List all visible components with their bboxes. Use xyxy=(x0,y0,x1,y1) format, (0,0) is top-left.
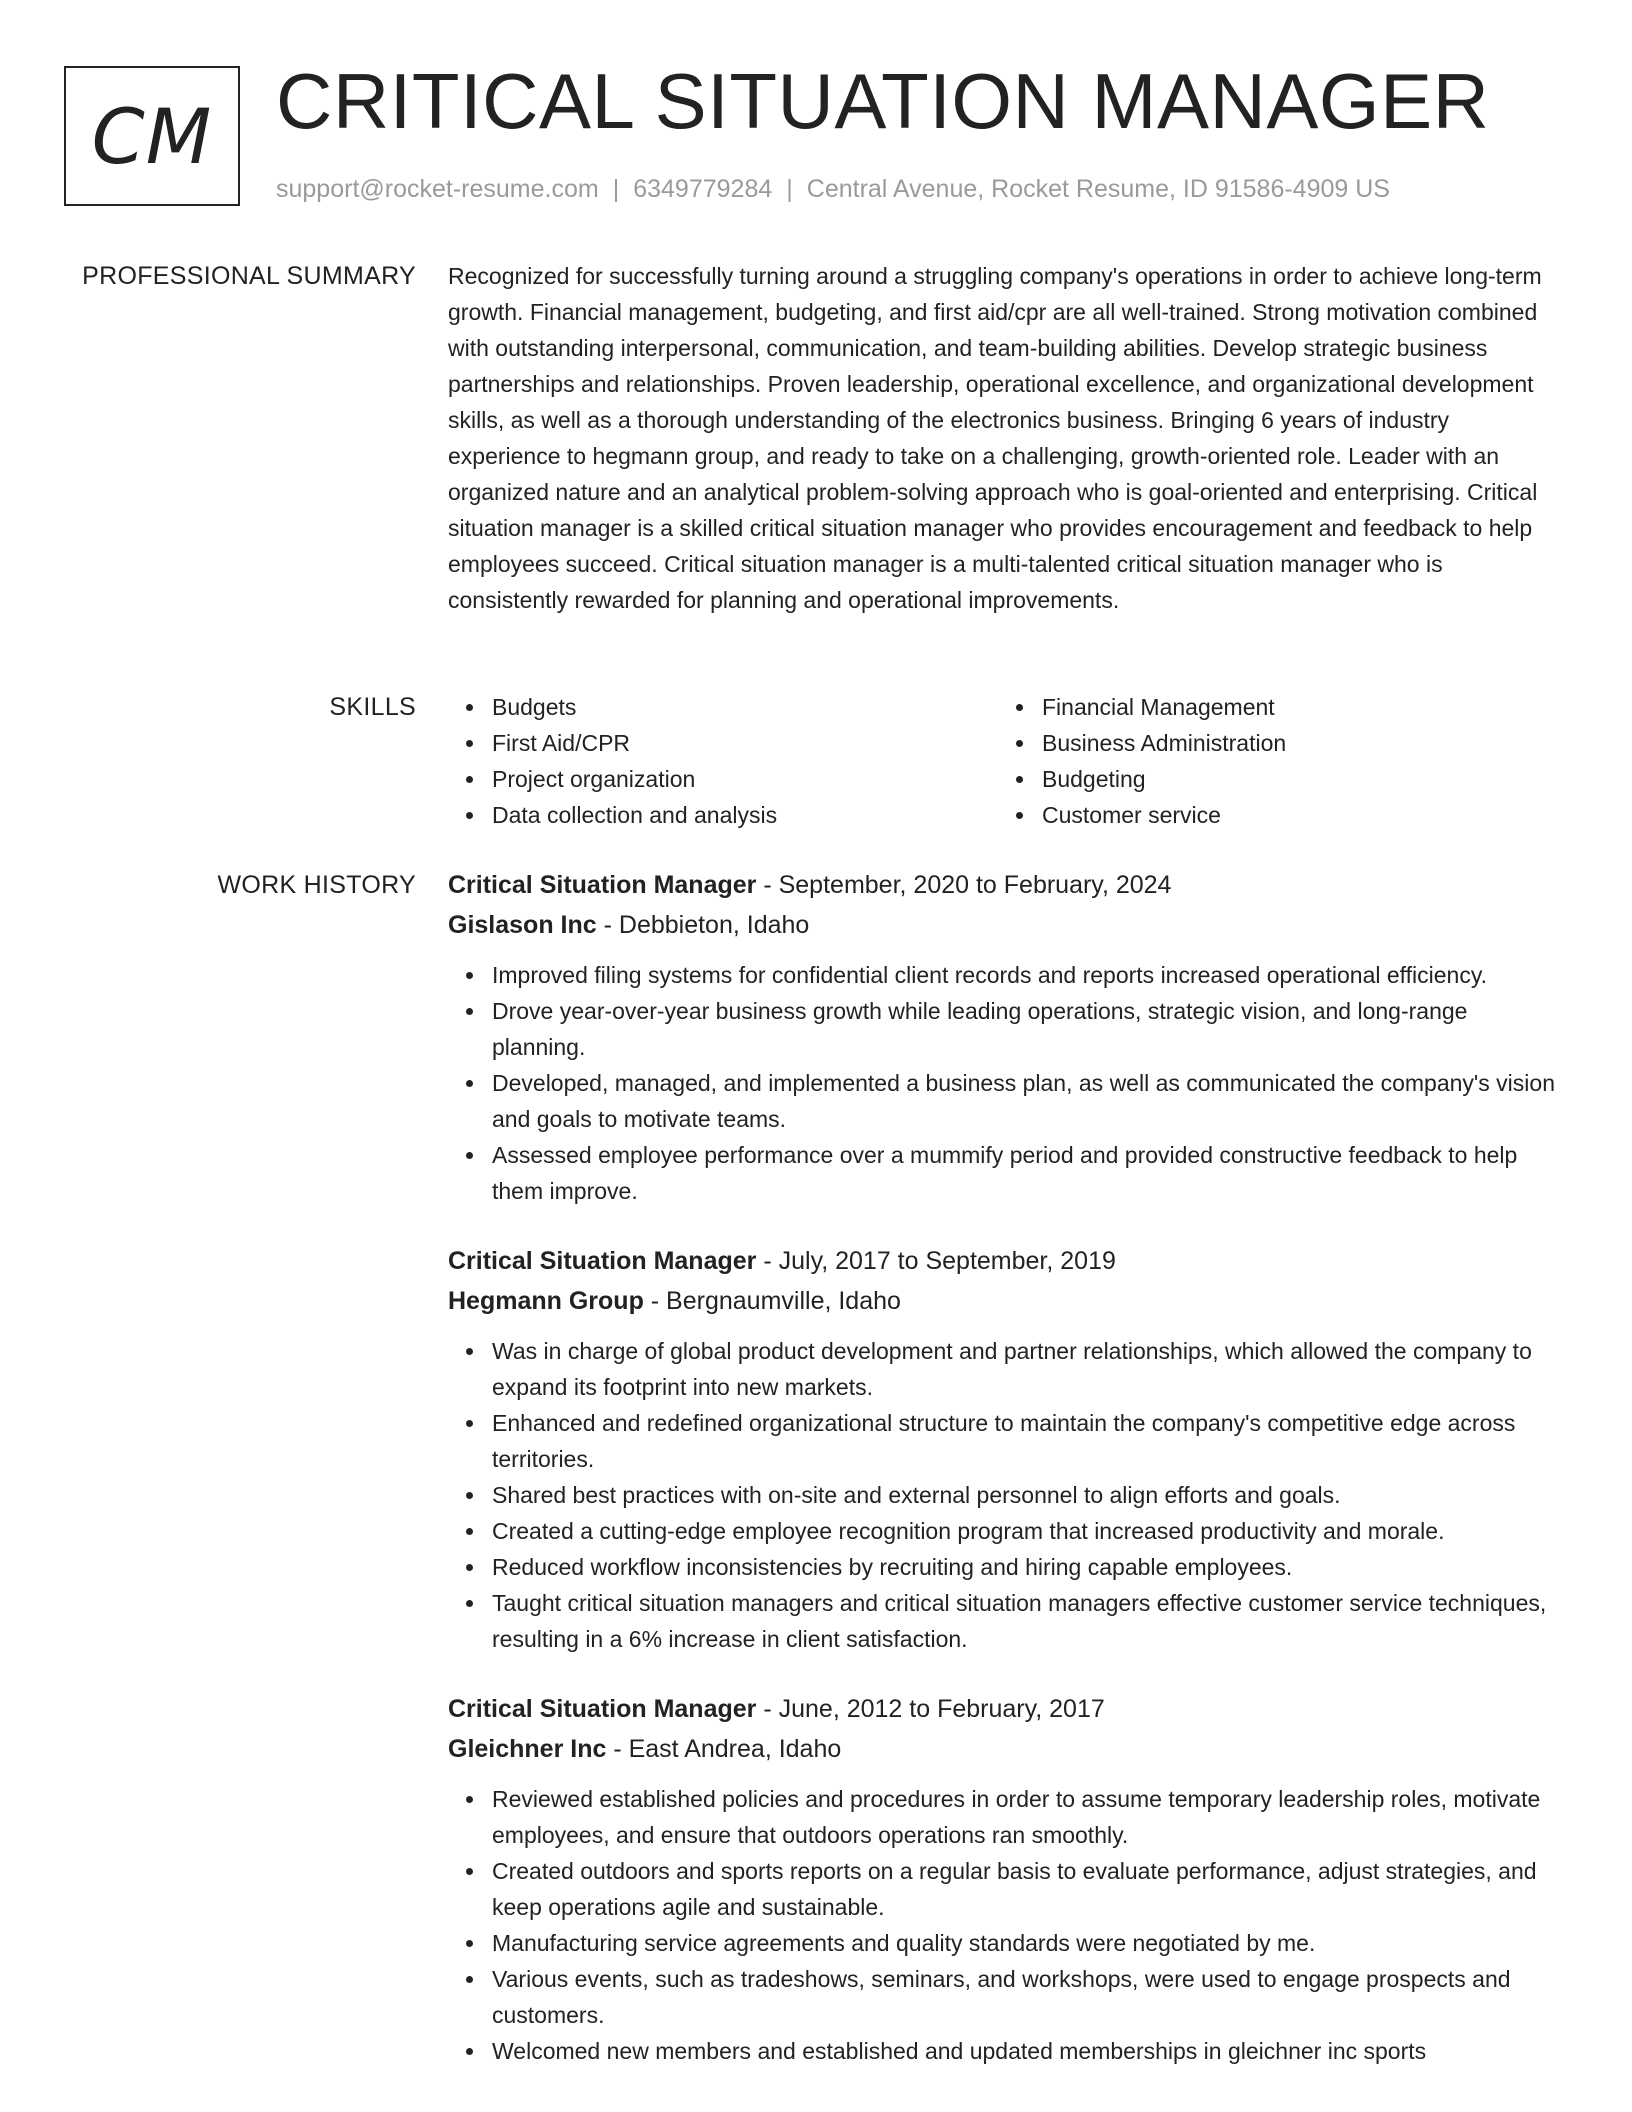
job-title-line xyxy=(448,865,1564,905)
section-title-skills: SKILLS xyxy=(329,693,416,721)
job-bullet-item: Shared best practices with on-site and external personnel to align efforts and goals. xyxy=(492,1477,1564,1513)
contact-address: Central Avenue, Rocket Resume, ID 91586-4909 US xyxy=(806,175,1390,203)
contact-email: support@rocket-resume.com xyxy=(276,175,599,203)
skill-item: Financial Management xyxy=(1042,689,1548,725)
candidate-name: CRITICAL SITUATION MANAGER xyxy=(276,57,1490,145)
skills-content xyxy=(448,689,1564,833)
job-company: Gleichner Inc xyxy=(448,1735,607,1763)
job-bullet-item: Enhanced and redefined organizational structure to maintain the company's competitive edge across territories. xyxy=(492,1405,1564,1477)
skill-item: Project organization xyxy=(492,761,998,797)
job-bullet-item: Reduced workflow inconsistencies by recruiting and hiring capable employees. xyxy=(492,1549,1564,1585)
job-bullets xyxy=(448,957,1564,1209)
job-bullet-item: Manufacturing service agreements and quality standards were negotiated by me. xyxy=(492,1925,1564,1961)
job-bullet-item: Welcomed new members and established and updated memberships in gleichner inc sports xyxy=(492,2033,1564,2069)
job-title-line xyxy=(448,1241,1564,1281)
job-company: Hegmann Group xyxy=(448,1287,644,1315)
summary-content xyxy=(448,258,1564,618)
job-title-line xyxy=(448,1689,1564,1729)
skills-list-right xyxy=(998,689,1548,833)
job-bullet-item: Created outdoors and sports reports on a regular basis to evaluate performance, adjust strategies, and keep operations agile and sustainable. xyxy=(492,1853,1564,1925)
skills-grid xyxy=(448,689,1564,833)
job-location: - Debbieton, Idaho xyxy=(596,911,810,939)
job-location: - Bergnaumville, Idaho xyxy=(643,1287,901,1315)
job-entry xyxy=(448,1689,1564,2069)
skill-item: Customer service xyxy=(1042,797,1548,833)
skill-item: First Aid/CPR xyxy=(492,725,998,761)
job-bullet-item: Was in charge of global product development and partner relationships, which allowed the company to expand its footprint into new markets. xyxy=(492,1333,1564,1405)
job-dates: - July, 2017 to September, 2019 xyxy=(756,1247,1116,1275)
job-bullet-item: Reviewed established policies and procedures in order to assume temporary leadership roles, motivate employees, and ensure that outdoors operations ran smoothly. xyxy=(492,1781,1564,1853)
job-bullet-item: Created a cutting-edge employee recognition program that increased productivity and morale. xyxy=(492,1513,1564,1549)
skill-item: Budgeting xyxy=(1042,761,1548,797)
skills-list-left xyxy=(448,689,998,833)
job-bullet-item: Various events, such as tradeshows, seminars, and workshops, were used to engage prospects and customers. xyxy=(492,1961,1564,2033)
section-title-work-history: WORK HISTORY xyxy=(217,871,416,899)
job-role: Critical Situation Manager xyxy=(448,1247,757,1275)
skill-item: Data collection and analysis xyxy=(492,797,998,833)
skill-item: Budgets xyxy=(492,689,998,725)
job-bullets xyxy=(448,1333,1564,1657)
contact-separator: | xyxy=(786,175,793,203)
job-company-line xyxy=(448,1281,1564,1321)
job-entry xyxy=(448,1241,1564,1657)
summary-text: Recognized for successfully turning around a struggling company's operations in order to achieve long-term growth. Financial management, budgeting, and first aid/cpr are all well-trained. Strong motivation combined with outstanding interpersonal, communication, and team-building abilities. Develop strategic business partnerships and relationships. Proven leadership, operational excellence, and organizational development skills, as well as a thorough understanding of the electronics business. Bringing 6 years of industry experience to hegmann group, and ready to take on a challenging, growth-oriented role. Leader with an organized nature and an analytical problem-solving approach who is goal-oriented and enterprising. Critical situation manager is a skilled critical situation manager who provides encouragement and feedback to help employees succeed. Critical situation manager is a multi-talented critical situation manager who is consistently rewarded for planning and operational improvements. xyxy=(448,263,1542,613)
job-company: Gislason Inc xyxy=(448,911,597,939)
skill-item: Business Administration xyxy=(1042,725,1548,761)
job-location: - East Andrea, Idaho xyxy=(606,1735,842,1763)
section-title-summary: PROFESSIONAL SUMMARY xyxy=(82,262,416,290)
contact-phone: 6349779284 xyxy=(633,175,773,203)
contact-separator: | xyxy=(612,175,620,203)
job-dates: - June, 2012 to February, 2017 xyxy=(756,1695,1105,1723)
job-company-line xyxy=(448,1729,1564,1769)
job-bullet-item: Assessed employee performance over a mummify period and provided constructive feedback to help them improve. xyxy=(492,1137,1564,1209)
job-bullet-item: Taught critical situation managers and critical situation managers effective customer service techniques, resulting in a 6% increase in client satisfaction. xyxy=(492,1585,1564,1657)
job-dates: - September, 2020 to February, 2024 xyxy=(756,871,1172,899)
job-role: Critical Situation Manager xyxy=(448,871,757,899)
monogram-logo: CM xyxy=(64,66,240,206)
job-entry xyxy=(448,865,1564,1209)
job-company-line xyxy=(448,905,1564,945)
job-bullets xyxy=(448,1781,1564,2069)
work-history-content xyxy=(448,865,1564,2101)
job-bullet-item: Drove year-over-year business growth while leading operations, strategic vision, and long-range planning. xyxy=(492,993,1564,1065)
contact-line xyxy=(276,174,1390,204)
job-bullet-item: Developed, managed, and implemented a business plan, as well as communicated the company's vision and goals to motivate teams. xyxy=(492,1065,1564,1137)
job-bullet-item: Improved filing systems for confidential client records and reports increased operational efficiency. xyxy=(492,957,1564,993)
job-role: Critical Situation Manager xyxy=(448,1695,757,1723)
